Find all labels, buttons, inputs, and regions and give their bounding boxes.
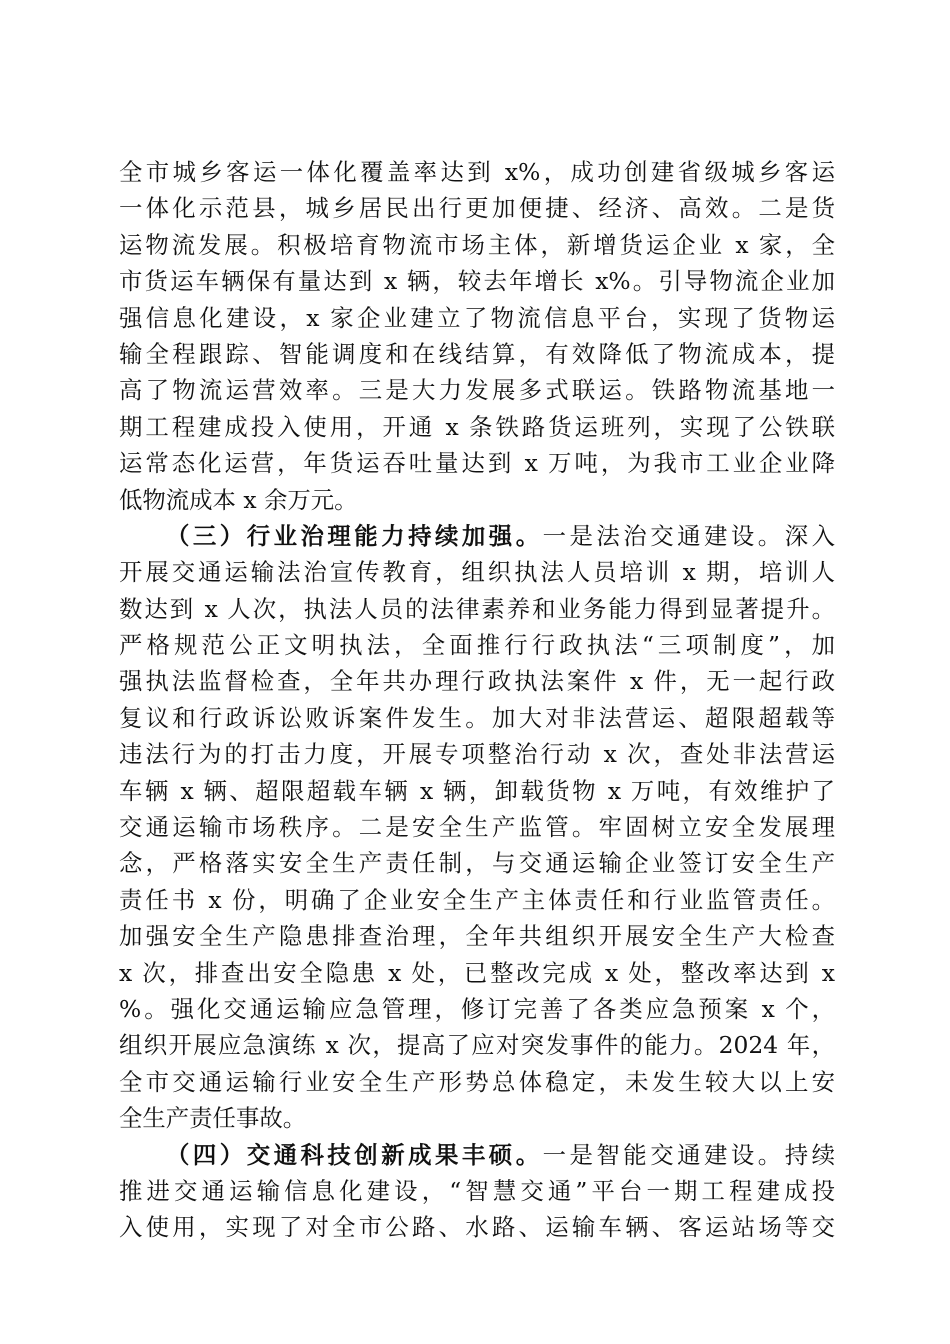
text-segment: 一是法治交通建设。深入 (542, 521, 836, 550)
text-line: 一体化示范县，城乡居民出行更加便捷、经济、高效。二是货 (119, 194, 835, 223)
text-line: 加强安全生产隐患排查治理，全年共组织开展安全生产大检查 (119, 922, 835, 951)
text-line: 开展交通运输法治宣传教育，组织执法人员培训 x 期，培训人 (119, 558, 835, 587)
text-line: 责任书 x 份，明确了企业安全生产主体责任和行业监管责任。 (119, 885, 835, 914)
paragraph-first-line (119, 1137, 835, 1173)
text-line: 市货运车辆保有量达到 x 辆，较去年增长 x%。引导物流企业加 (119, 267, 835, 296)
text-line: 推进交通运输信息化建设，“智慧交通”平台一期工程建成投 (119, 1176, 835, 1205)
text-line: 输全程跟踪、智能调度和在线结算，有效降低了物流成本，提 (119, 339, 835, 368)
text-line: 念，严格落实安全生产责任制，与交通运输企业签订安全生产 (119, 849, 835, 878)
text-line: 交通运输市场秩序。二是安全生产监管。牢固树立安全发展理 (119, 813, 835, 842)
text-line: 违法行为的打击力度，开展专项整治行动 x 次，查处非法营运 (119, 740, 835, 769)
text-line: 运物流发展。积极培育物流市场主体，新增货运企业 x 家，全 (119, 230, 835, 259)
text-line: %。强化交通运输应急管理，修订完善了各类应急预案 x 个， (119, 994, 835, 1023)
paragraph-1 (119, 154, 835, 518)
text-line: 车辆 x 辆、超限超载车辆 x 辆，卸载货物 x 万吨，有效维护了 (119, 776, 835, 805)
text-line: 复议和行政诉讼败诉案件发生。加大对非法营运、超限超载等 (119, 703, 835, 732)
text-line: 低物流成本 x 余万元。 (119, 485, 358, 514)
paragraph-first-line (119, 518, 835, 554)
document-body (119, 154, 835, 1246)
text-line: 全市城乡客运一体化覆盖率达到 x%，成功创建省级城乡客运 (119, 158, 835, 186)
text-line: 运常态化运营，年货运吞吐量达到 x 万吨，为我市工业企业降 (119, 449, 835, 478)
text-line: 数达到 x 人次，执法人员的法律素养和业务能力得到显著提升。 (119, 594, 835, 623)
text-line: 高了物流运营效率。三是大力发展多式联运。铁路物流基地一 (119, 376, 835, 405)
text-line: 强执法监督检查，全年共办理行政执法案件 x 件，无一起行政 (119, 667, 835, 696)
text-line: 强信息化建设，x 家企业建立了物流信息平台，实现了货物运 (119, 303, 835, 332)
text-line: 严格规范公正文明执法，全面推行行政执法“三项制度”，加 (119, 631, 835, 660)
text-line: 期工程建成投入使用，开通 x 条铁路货运班列，实现了公铁联 (119, 412, 835, 441)
text-line: 全生产责任事故。 (119, 1104, 307, 1133)
paragraph-3 (119, 1137, 835, 1246)
paragraph-2 (119, 518, 835, 1137)
section-heading-4: （四）交通科技创新成果丰硕。 (166, 1140, 543, 1169)
section-heading-3: （三）行业治理能力持续加强。 (166, 521, 543, 550)
text-line: 入使用，实现了对全市公路、水路、运输车辆、客运站场等交 (119, 1213, 835, 1242)
text-line: x 次，排查出安全隐患 x 处，已整改完成 x 处，整改率达到 x (119, 958, 835, 987)
text-line: 组织开展应急演练 x 次，提高了应对突发事件的能力。2024 年， (119, 1031, 835, 1060)
text-line: 全市交通运输行业安全生产形势总体稳定，未发生较大以上安 (119, 1067, 835, 1096)
text-segment: 一是智能交通建设。持续 (542, 1140, 836, 1169)
